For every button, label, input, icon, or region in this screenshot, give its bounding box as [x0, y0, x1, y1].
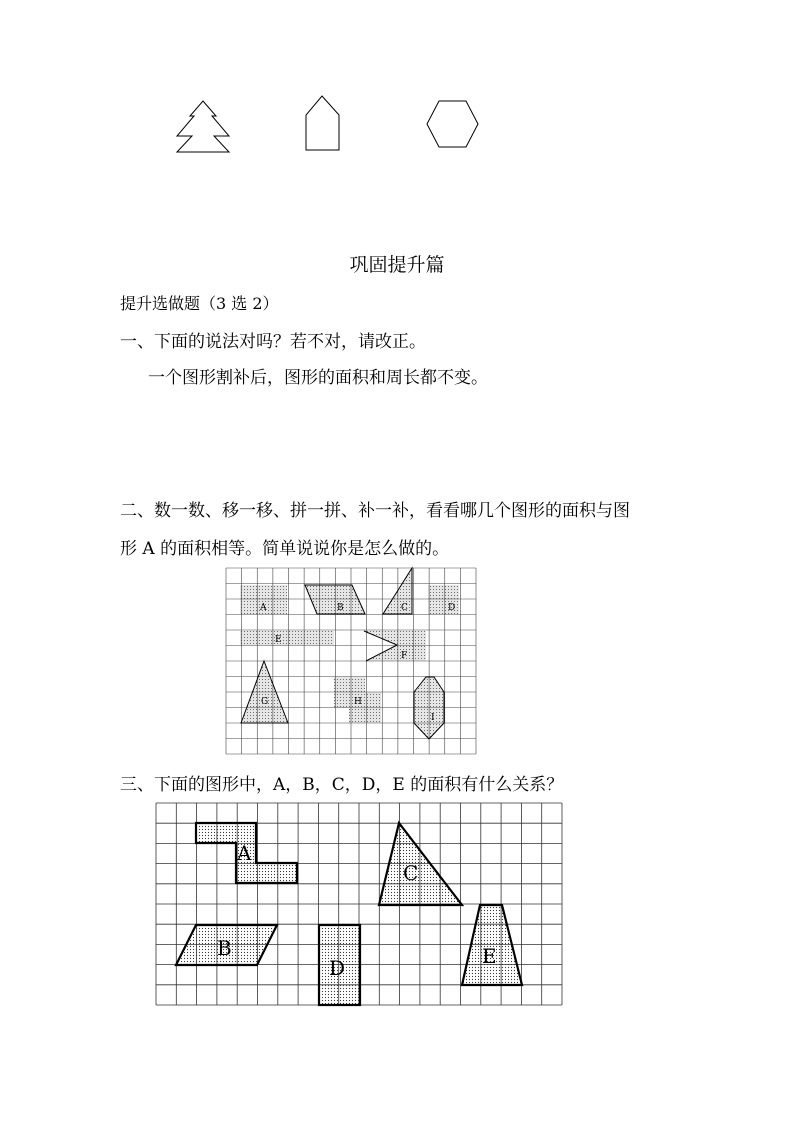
q2-label-I: I [431, 713, 435, 723]
q1-heading: 一、下面的说法对吗？若不对，请改正。 [120, 332, 426, 352]
q3-label-D: D [329, 956, 346, 980]
q3-shape-C-triangle [379, 823, 462, 905]
q2-label-H: H [354, 697, 362, 707]
hexagon-shape [427, 101, 478, 147]
q2-label-D: D [448, 603, 456, 613]
q3-label-B: B [217, 936, 232, 960]
q2-label-C: C [401, 603, 408, 613]
q2-label-A: A [260, 603, 267, 613]
q2-label-F: F [401, 651, 408, 661]
house-pentagon-shape [306, 96, 339, 150]
q2-text-line1: 二、数一数、移一移、拼一拼、补一补，看看哪几个图形的面积与图 [120, 501, 630, 521]
q2-text-line2: 形 A 的面积相等。简单说说你是怎么做的。 [120, 539, 450, 559]
grid-q3 [156, 803, 562, 1005]
grid-q2 [226, 568, 476, 754]
q2-shape-B-parallelogram [305, 585, 365, 614]
q2-label-E: E [275, 635, 282, 645]
tree-shape [177, 101, 229, 152]
q3-label-A: A [237, 841, 252, 865]
q3-label-E: E [482, 944, 497, 968]
q2-label-B: B [337, 603, 344, 613]
top-shapes [177, 96, 478, 152]
subtitle: 提升选做题（3 选 2） [120, 294, 279, 313]
q3-label-C: C [403, 861, 419, 885]
q2-label-G: G [261, 697, 269, 707]
q3-heading: 三、下面的图形中，A，B，C，D，E 的面积有什么关系？ [120, 775, 564, 795]
page-title: 巩固提升篇 [349, 254, 445, 276]
q1-statement: 一个图形割补后，图形的面积和周长都不变。 [148, 368, 488, 388]
